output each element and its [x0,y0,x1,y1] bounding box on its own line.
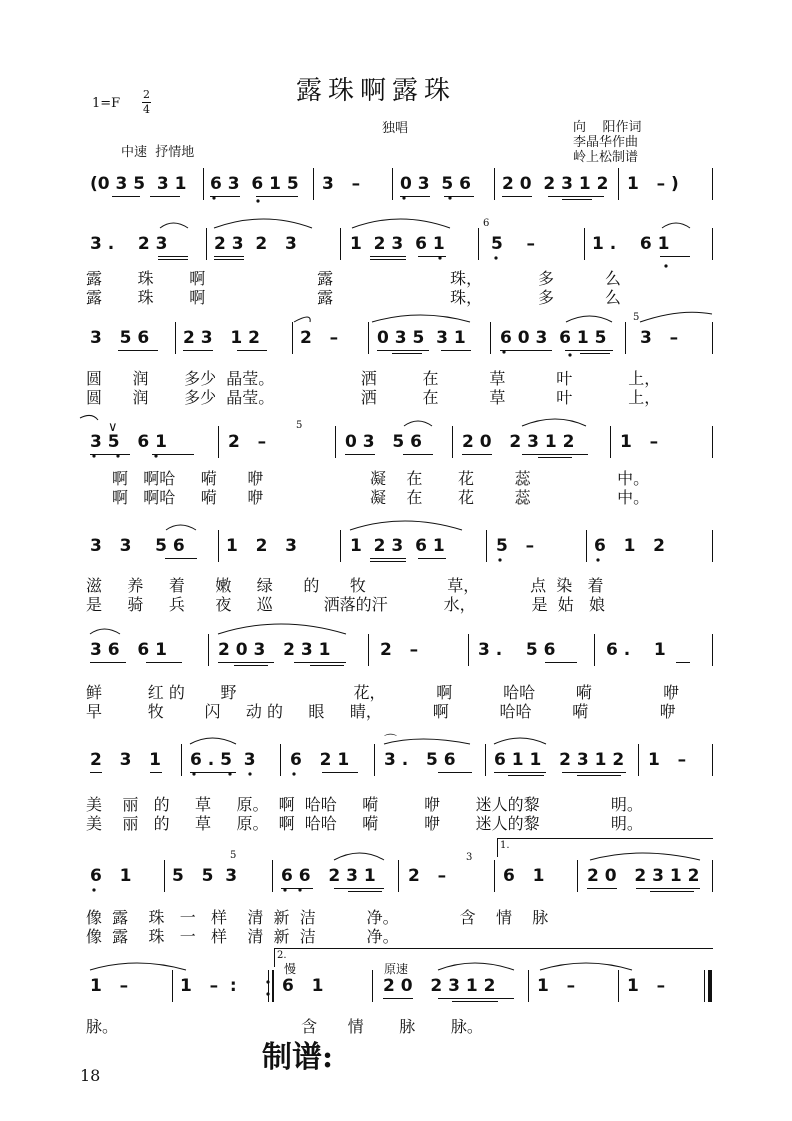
beam [294,662,346,663]
beam [462,454,492,455]
beam [152,454,194,455]
barline [494,860,495,892]
beam [118,350,158,351]
barline [712,530,713,562]
beam [370,256,406,257]
measure-5: 2 0 2 3 1 2 [502,174,609,194]
beam [636,888,700,889]
barline [392,168,393,200]
beam [565,350,613,351]
measure-14: 2 – [300,328,339,348]
beam [577,775,621,776]
measure-41: 6 6 2 3 1 [281,866,376,886]
grace-note-5: 5 [296,420,303,431]
beam [183,350,213,351]
volta-1-label: 1. [500,840,510,851]
measure-34: 6 . 5 3 [190,750,256,770]
beam [310,665,344,666]
tempo-marking: 中速 抒情地 [121,145,195,160]
barline [712,322,713,354]
measure-22: 1 – [620,432,659,452]
measure-27: 6 1 2 [594,536,665,556]
barline [172,970,173,1002]
beam [334,888,384,889]
beam [383,998,413,999]
barline [175,322,176,354]
beam [348,891,382,892]
fermata: ⌒ [384,734,398,749]
volta-2-label: 2. [277,950,287,961]
barline [218,426,219,458]
lyric-row-7-verse-1: 美 丽 的 草 原。 啊 哈哈 嗬 咿 迷人的黎 明。 [86,795,643,814]
measure-2: 6 3 6 1 5 [210,174,299,194]
measure-32: 6 . 1 [606,640,666,660]
measure-30: 2 – [380,640,419,660]
time-signature-bottom: 4 [143,103,150,116]
measure-36: 3 . 5 6 [384,750,456,770]
lyric-row-2-verse-2: 露 珠 啊 露 珠， 多 么 [86,288,621,307]
beam [237,350,267,351]
measure-4: 0 3 5 6 [400,174,471,194]
barline [586,530,587,562]
measure-18: 3 5 6 1 [90,432,167,452]
measure-10: 5 – [491,234,536,254]
engraver-signature: 制谱: [262,1040,334,1075]
measure-48: 2 0 2 3 1 2 [383,976,496,996]
beam [580,353,610,354]
beam [676,662,690,663]
lyric-row-7-verse-2: 美 丽 的 草 原。 啊 哈哈 嗬 咿 迷人的黎 明。 [86,814,643,833]
measure-50: 1 – [627,976,666,996]
beam [444,196,474,197]
measure-24: 1 2 3 [226,536,297,556]
measure-45: 1 – [90,976,129,996]
beam [400,196,430,197]
measure-38: 1 – [648,750,687,770]
measure-33: 2 3 1 [90,750,161,770]
beam [562,772,626,773]
beam [210,196,240,197]
credit-engraver: 岭上松制谱 [573,150,639,165]
barline [618,970,619,1002]
measure-29: 2 0 3 2 3 1 [218,640,331,660]
barline [272,970,274,1002]
beam [502,196,532,197]
beam [90,772,102,773]
beam [392,353,422,354]
beam [548,196,604,197]
page-number: 18 [80,1066,101,1085]
measure-26: 5 – [496,536,535,556]
barline [490,322,491,354]
beam [322,772,358,773]
measure-19: 2 – [228,432,267,452]
barline [638,744,639,776]
barline [468,634,469,666]
grace-note-6: 6 [483,218,490,229]
volta-2-bracket [274,948,713,967]
barline [368,634,369,666]
measure-39: 6 1 [90,866,132,886]
barline [181,744,182,776]
barline [208,634,209,666]
measure-28: 3 6 6 1 [90,640,167,660]
beam [522,454,588,455]
barline [485,744,486,776]
beam [587,888,617,889]
lyric-row-5-verse-1: 滋 养 着 嫩 绿 的 牧 草， 点 染 着 [86,576,604,595]
barline [164,860,165,892]
grace-note-5: 5 [633,312,640,323]
barline [206,228,207,260]
barline [374,744,375,776]
credit-lyricist: 向 阳作词 [573,120,642,135]
key-signature: 1=F [92,96,121,111]
barline [272,860,273,892]
lyric-row-9-verse-1: 脉。 含 情 脉 脉。 [86,1017,483,1036]
measure-46: 1 – : [180,976,237,996]
barline [594,634,595,666]
beam [234,665,268,666]
measure-47: 6 1 [282,976,324,996]
beam [146,662,182,663]
barline [486,530,487,562]
lyric-row-6-verse-2: 早 牧 闪 动 的 眼 睛， 啊 哈哈 嗬 咿 [86,702,676,721]
barline [372,970,373,1002]
lyric-row-4-verse-2: 啊 啊哈 嗬 咿 凝 在 花 蕊 中。 [112,488,650,507]
measure-13: 2 3 1 2 [183,328,260,348]
lyric-row-2-verse-1: 露 珠 啊 露 珠， 多 么 [86,269,621,288]
measure-35: 6 2 1 [290,750,350,770]
beam [218,662,274,663]
barline [268,970,269,1002]
beam [500,350,552,351]
beam [418,256,446,257]
measure-9: 1 2 3 6 1 [350,234,445,254]
beam [377,350,429,351]
barline [712,426,713,458]
grace-note-5: 5 [230,850,237,861]
barline [618,168,619,200]
measure-42: 2 – [408,866,447,886]
beam [345,454,375,455]
measure-8: 2 3 2 3 [214,234,297,254]
beam [150,196,180,197]
lyric-row-3-verse-2: 圆 润 多少 晶莹。 洒 在 草 叶 上， [86,388,661,407]
lyric-row-8-verse-1: 像 露 珠 一 样 清 新 洁 净。 含 情 脉 [86,908,549,927]
time-signature-top: 2 [143,88,150,101]
barline [577,860,578,892]
barline [478,228,479,260]
barline [528,970,529,1002]
barline [625,322,626,354]
beam [562,199,592,200]
beam [112,196,140,197]
measure-23: 3 3 5 6 [90,536,185,556]
lyric-row-4-verse-1: 啊 啊哈 嗬 咿 凝 在 花 蕊 中。 [112,469,650,488]
measure-49: 1 – [537,976,576,996]
barline [340,228,341,260]
final-barline-thick [708,970,712,1002]
barline [712,634,713,666]
beam [370,561,406,562]
beam [441,350,471,351]
measure-15: 0 3 5 3 1 [377,328,466,348]
barline [203,168,204,200]
lyric-row-3-verse-1: 圆 润 多少 晶莹。 洒 在 草 叶 上， [86,369,661,388]
beam [281,888,313,889]
beam [660,256,690,257]
beam [438,998,514,999]
measure-1: (0 3 5 3 1 [90,174,187,194]
beam [438,772,472,773]
measure-25: 1 2 3 6 1 [350,536,445,556]
beam [403,454,433,455]
barline [313,168,314,200]
measure-44: 2 0 2 3 1 2 [587,866,700,886]
barline [712,860,713,892]
barline [712,228,713,260]
song-title: 露珠啊露珠 [296,76,457,106]
beam [256,196,298,197]
measure-40: 5 5 3 [172,866,238,886]
beam [158,256,188,257]
barline [712,744,713,776]
beam [650,891,694,892]
barline [218,530,219,562]
beam [165,558,197,559]
tempo-slow: 慢 [284,962,297,976]
beam [538,457,572,458]
beam [452,1001,498,1002]
beam [150,772,162,773]
genre-label: 独唱 [382,121,409,136]
beam [494,772,546,773]
barline [584,228,585,260]
beam [214,256,244,257]
measure-43: 6 1 [503,866,545,886]
barline [280,744,281,776]
measure-7: 3 . 2 3 [90,234,168,254]
measure-12: 3 5 6 [90,328,150,348]
measure-31: 3 . 5 6 [478,640,556,660]
beam [508,775,544,776]
breath-mark: ∨ [108,420,118,435]
barline [494,168,495,200]
beam [90,454,130,455]
beam [418,558,446,559]
barline [398,860,399,892]
measure-6: 1 – ) [627,174,679,194]
barline [292,322,293,354]
beam [370,558,406,559]
measure-11: 1 . 6 1 [592,234,670,254]
lyric-row-8-verse-2: 像 露 珠 一 样 清 新 洁 净。 [86,927,399,946]
grace-note-3: 3 [466,852,473,863]
volta-1-bracket [497,838,713,857]
barline [712,168,713,200]
beam [370,259,406,260]
lyric-row-5-verse-2: 是 骑 兵 夜 巡 洒落的汗 水， 是 姑 娘 [86,595,605,614]
measure-16: 6 0 3 6 1 5 [500,328,607,348]
measure-21: 2 0 2 3 1 2 [462,432,575,452]
barline [610,426,611,458]
measure-3: 3 – [322,174,361,194]
lyric-row-6-verse-1: 鲜 红 的 野 花， 啊 哈哈 嗬 咿 [86,683,680,702]
credit-composer: 李晶华作曲 [573,135,639,150]
beam [158,259,188,260]
beam [545,662,577,663]
barline [368,322,369,354]
barline [340,530,341,562]
beam [90,662,126,663]
measure-17: 3 – [640,328,679,348]
final-barline-thin [704,970,705,1002]
beam [214,259,244,260]
barline [452,426,453,458]
measure-37: 6 1 1 2 3 1 2 [494,750,625,770]
beam [190,772,236,773]
barline [335,426,336,458]
tempo-original: 原速 [384,962,409,976]
measure-20: 0 3 5 6 [345,432,422,452]
